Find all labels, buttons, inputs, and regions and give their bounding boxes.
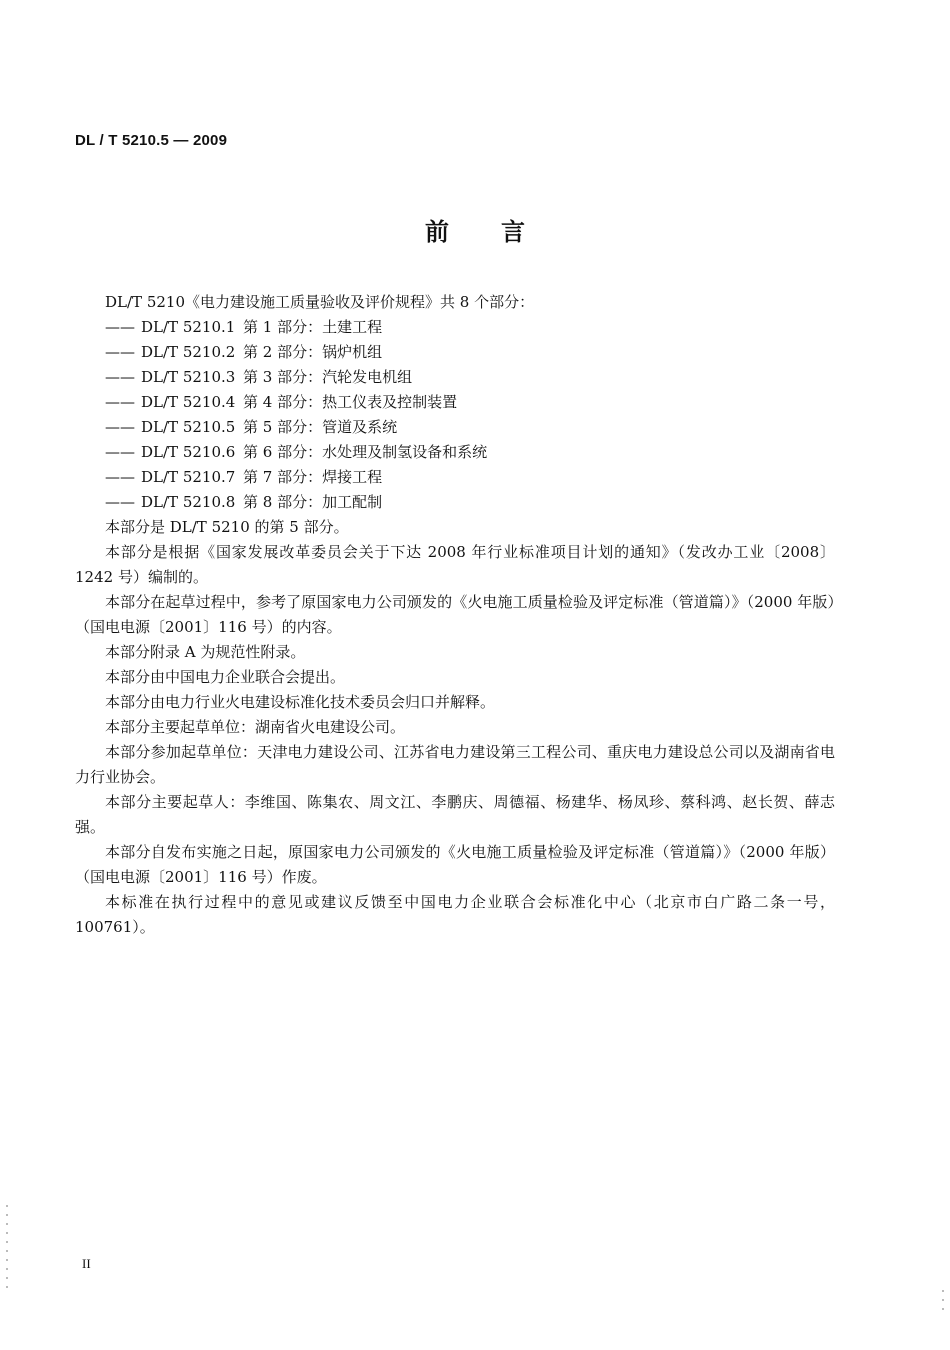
part-code: DL/T 5210.4: [141, 393, 236, 411]
part-list-item: [75, 465, 835, 490]
page-title: [0, 212, 950, 247]
part-name: 第 2 部分：锅炉机组: [243, 343, 383, 361]
part-list-item: [75, 315, 835, 340]
paragraph: 本部分是根据《国家发展改革委员会关于下达 2008 年行业标准项目计划的通知》（发改办工业〔2008〕1242 号）编制的。: [75, 543, 835, 586]
part-code: DL/T 5210.2: [141, 343, 236, 361]
part-name: 第 6 部分：水处理及制氢设备和系统: [243, 443, 488, 461]
part-dash: ——: [105, 393, 135, 411]
part-code: DL/T 5210.7: [141, 468, 236, 486]
part-list-item: [75, 340, 835, 365]
paragraph: 本部分是 DL/T 5210 的第 5 部分。: [105, 518, 349, 536]
intro-paragraph: DL/T 5210《电力建设施工质量验收及评价规程》共 8 个部分：: [105, 293, 535, 311]
paragraph: 本部分自发布实施之日起，原国家电力公司颁发的《火电施工质量检验及评定标准（管道篇）》（2000 年版）（国电电源〔2001〕116 号）作废。: [75, 843, 835, 886]
page-title-char-1: 前: [425, 218, 449, 246]
part-name: 第 3 部分：汽轮发电机组: [243, 368, 413, 386]
scan-edge-marks-right: [942, 1290, 944, 1312]
paragraph: 本部分参加起草单位：天津电力建设公司、江苏省电力建设第三工程公司、重庆电力建设总公司以及湖南省电力行业协会。: [75, 743, 835, 786]
part-dash: ——: [105, 468, 135, 486]
paragraph: 本部分在起草过程中，参考了原国家电力公司颁发的《火电施工质量检验及评定标准（管道篇）》（2000 年版）（国电电源〔2001〕116 号）的内容。: [75, 593, 835, 636]
foreword-body: [75, 290, 835, 940]
part-list-item: [75, 490, 835, 515]
part-name: 第 1 部分：土建工程: [243, 318, 383, 336]
part-list-item: [75, 365, 835, 390]
paragraph: 本标准在执行过程中的意见或建议反馈至中国电力企业联合会标准化中心（北京市白广路二条一号，100761）。: [75, 893, 835, 936]
paragraph: 本部分由中国电力企业联合会提出。: [105, 668, 346, 686]
part-name: 第 5 部分：管道及系统: [243, 418, 398, 436]
paragraph: 本部分附录 A 为规范性附录。: [105, 643, 306, 661]
page-title-char-2: 言: [501, 218, 525, 246]
part-dash: ——: [105, 368, 135, 386]
part-code: DL/T 5210.6: [141, 443, 236, 461]
part-list-item: [75, 415, 835, 440]
part-name: 第 4 部分：热工仪表及控制装置: [243, 393, 458, 411]
paragraph: 本部分主要起草人：李维国、陈集农、周文江、李鹏庆、周德福、杨建华、杨凤珍、蔡科鸿、赵长贺、薛志强。: [75, 793, 835, 836]
part-name: 第 7 部分：焊接工程: [243, 468, 383, 486]
part-dash: ——: [105, 443, 135, 461]
part-name: 第 8 部分：加工配制: [243, 493, 383, 511]
part-code: DL/T 5210.3: [141, 368, 236, 386]
part-dash: ——: [105, 418, 135, 436]
paragraph: 本部分主要起草单位：湖南省火电建设公司。: [105, 718, 406, 736]
part-dash: ——: [105, 318, 135, 336]
part-dash: ——: [105, 493, 135, 511]
part-code: DL/T 5210.8: [141, 493, 236, 511]
part-dash: ——: [105, 343, 135, 361]
standard-code: DL / T 5210.5 — 2009: [75, 132, 228, 149]
scan-edge-marks: [6, 1205, 8, 1295]
paragraph: 本部分由电力行业火电建设标准化技术委员会归口并解释。: [105, 693, 496, 711]
part-code: DL/T 5210.5: [141, 418, 236, 436]
part-code: DL/T 5210.1: [141, 318, 236, 336]
part-list-item: [75, 440, 835, 465]
part-list-item: [75, 390, 835, 415]
page-number: II: [82, 1256, 91, 1271]
